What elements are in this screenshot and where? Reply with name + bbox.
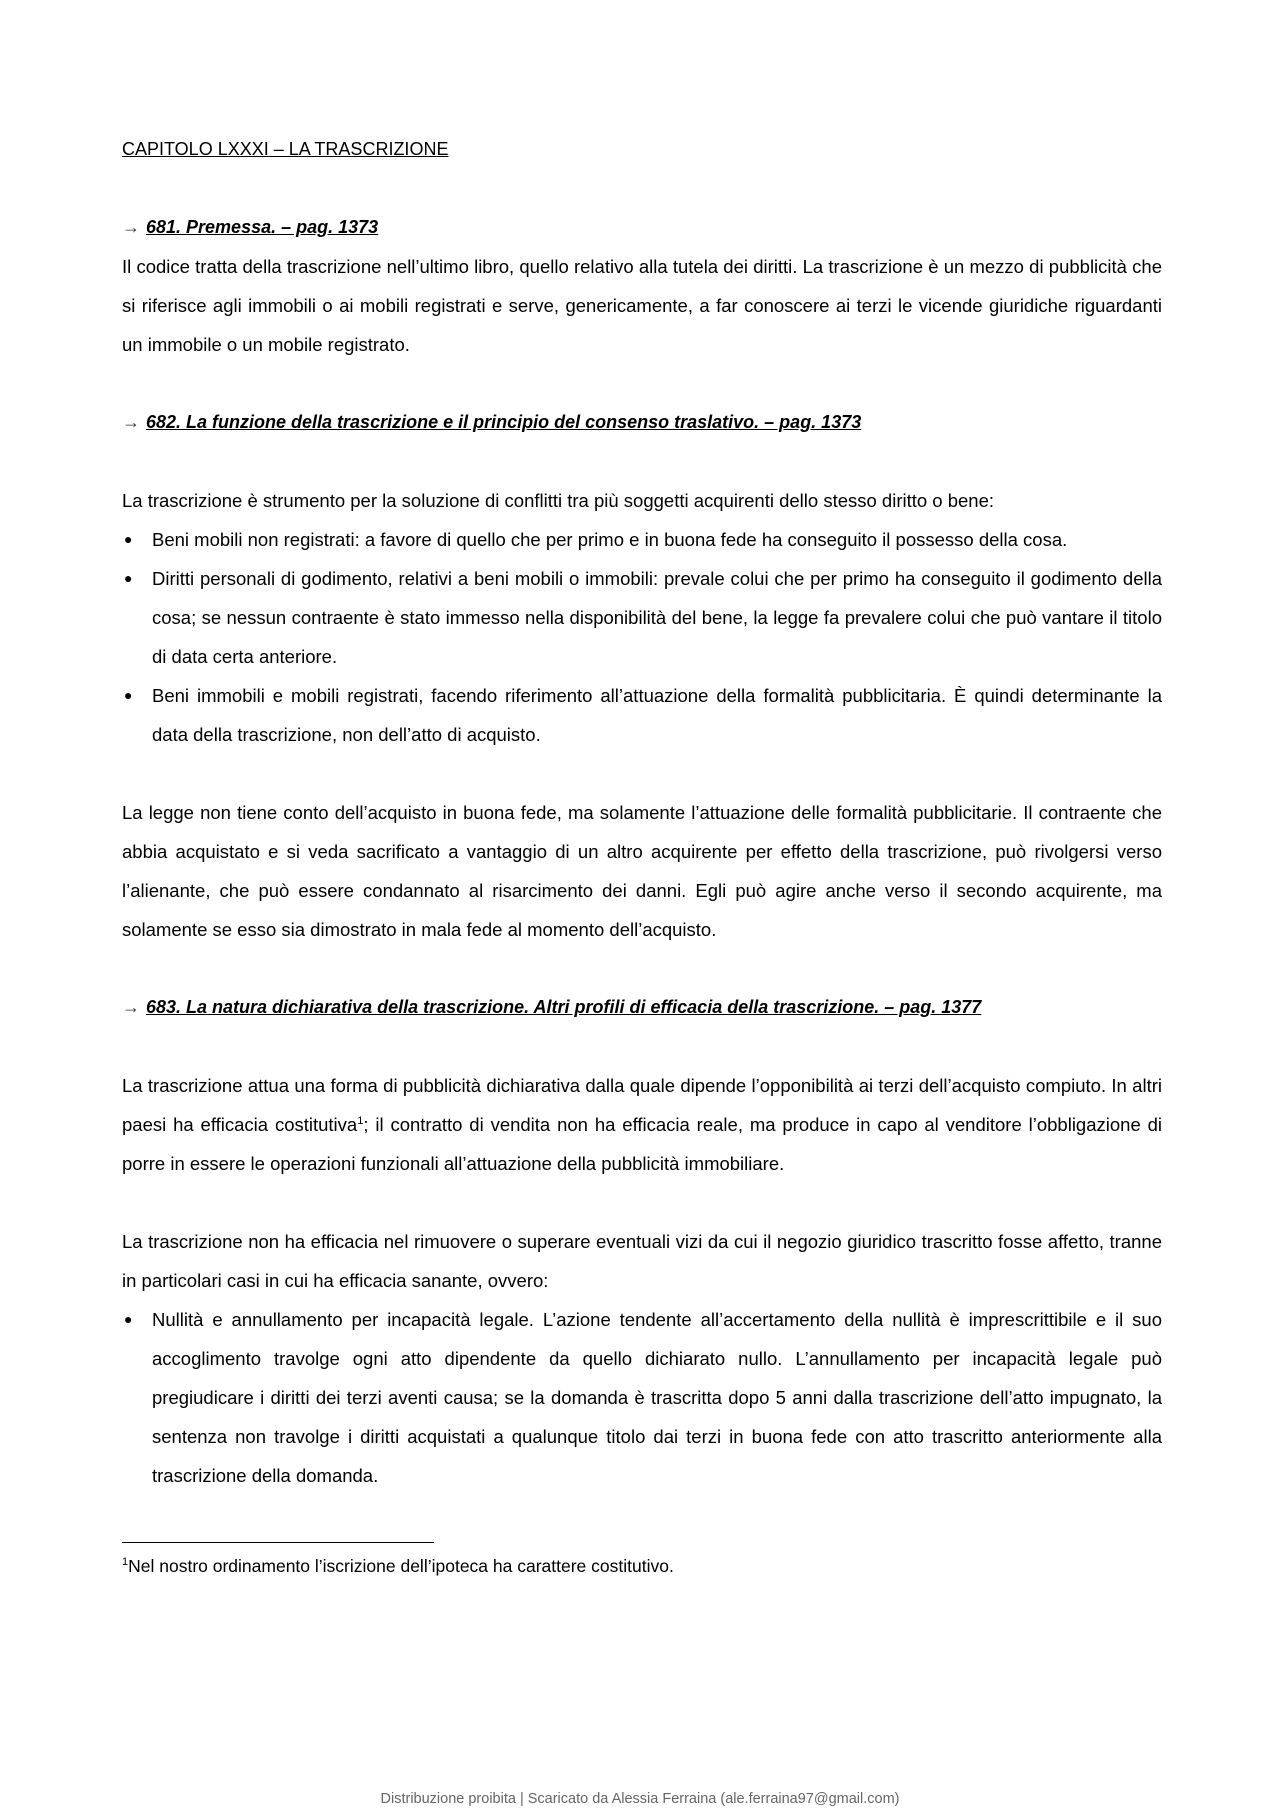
section-heading-683-text: 683. La natura dichiarativa della trascrizione. Altri profili di efficacia della trascrizione. – pag. 1377: [146, 997, 982, 1017]
section-heading-682: [122, 403, 861, 442]
list-item: ● Diritti personali di godimento, relativi a beni mobili o immobili: prevale colui che per primo ha conseguito il godimento della cosa; se nessun contraente è stato immesso nella disponibilità del bene, la legge fa prevalere colui che può vantare il titolo di data certa anteriore.: [122, 559, 1162, 676]
paragraph-683-b: La trascrizione non ha efficacia nel rimuovere o superare eventuali vizi da cui il negozio giuridico trascritto fosse affetto, tranne in particolari casi in cui ha efficacia sanante, ovvero:: [122, 1231, 1162, 1291]
paragraph-682-outro: La legge non tiene conto dell’acquisto in buona fede, ma solamente l’attuazione delle formalità pubblicitarie. Il contraente che abbia acquistato e si veda sacrificato a vantaggio di un altro acquirente per effetto della trascrizione, può rivolgersi verso l’alienante, che può essere condannato al risarcimento dei danni. Egli può agire anche verso il secondo acquirente, ma solamente se esso sia dimostrato in mala fede al momento dell’acquisto.: [122, 802, 1162, 940]
footnote-number: 1: [122, 1556, 129, 1569]
paragraph-682-intro: La trascrizione è strumento per la soluzione di conflitti tra più soggetti acquirenti dello stesso diritto o bene:: [122, 490, 995, 511]
bullet-icon: ●: [124, 687, 133, 703]
bullet-icon: ●: [124, 1311, 133, 1327]
bullet-list-682: [122, 520, 1162, 754]
paragraph-681: Il codice tratta della trascrizione nell’ultimo libro, quello relativo alla tutela dei diritti. La trascrizione è un mezzo di pubblicità che si riferisce agli immobili o ai mobili registrati e serve, genericamente, a far conoscere ai terzi le vicende giuridiche riguardanti un immobile o un mobile registrato.: [122, 256, 1162, 355]
list-item: ● Beni immobili e mobili registrati, facendo riferimento all’attuazione della formalità pubblicitaria. È quindi determinante la data della trascrizione, non dell’atto di acquisto.: [122, 676, 1162, 754]
distribution-watermark: Distribuzione proibita | Scaricato da Alessia Ferraina (ale.ferraina97@gmail.com): [380, 1791, 900, 1807]
paragraph-683-a: La trascrizione attua una forma di pubblicità dichiarativa dalla quale dipende l’opponibilità ai terzi dell’acquisto compiuto. In altri paesi ha efficacia costitutiva$^1$; il contratto di vendita non ha efficacia reale, ma produce in capo al venditore l’obbligazione di porre in essere le operazioni funzionali all’attuazione della pubblicità immobiliare.: [122, 1075, 1163, 1174]
arrow-right-icon: →: [122, 997, 140, 1017]
section-heading-683: [122, 988, 981, 1027]
bullet-icon: ●: [124, 531, 133, 547]
list-item: ● Beni mobili non registrati: a favore di quello che per primo e in buona fede ha conseguito il possesso della cosa.: [122, 520, 1162, 559]
section-heading-682-text: 682. La funzione della trascrizione e il principio del consenso traslativo. – pag. 1373: [146, 412, 862, 432]
footnote-text: Nel nostro ordinamento l’iscrizione dell’ipoteca ha carattere costitutivo.: [128, 1556, 674, 1576]
arrow-right-icon: →: [122, 412, 140, 432]
footnote-divider: [122, 1542, 434, 1543]
bullet-list-683: [122, 1300, 1162, 1495]
section-heading-681-text: 681. Premessa. – pag. 1373: [146, 217, 379, 237]
list-item: ● Nullità e annullamento per incapacità legale. L’azione tendente all’accertamento della nullità è imprescrittibile e il suo accoglimento travolge ogni atto dipendente da quello dichiarato nullo. L’annullamento per incapacità legale può pregiudicare i diritti dei terzi aventi causa; se la domanda è trascritta dopo 5 anni dalla trascrizione dell’atto impugnato, la sentenza non travolge i diritti acquistati a qualunque titolo dai terzi in buona fede con atto trascritto anteriormente alla trascrizione della domanda.: [122, 1300, 1162, 1495]
chapter-title: CAPITOLO LXXXI – LA TRASCRIZIONE: [122, 139, 449, 159]
section-heading-681: [122, 208, 378, 247]
footnote-ref[interactable]: 1: [357, 1114, 364, 1127]
bullet-icon: ●: [124, 570, 133, 586]
arrow-right-icon: →: [122, 217, 140, 237]
footnote: [122, 1554, 674, 1578]
